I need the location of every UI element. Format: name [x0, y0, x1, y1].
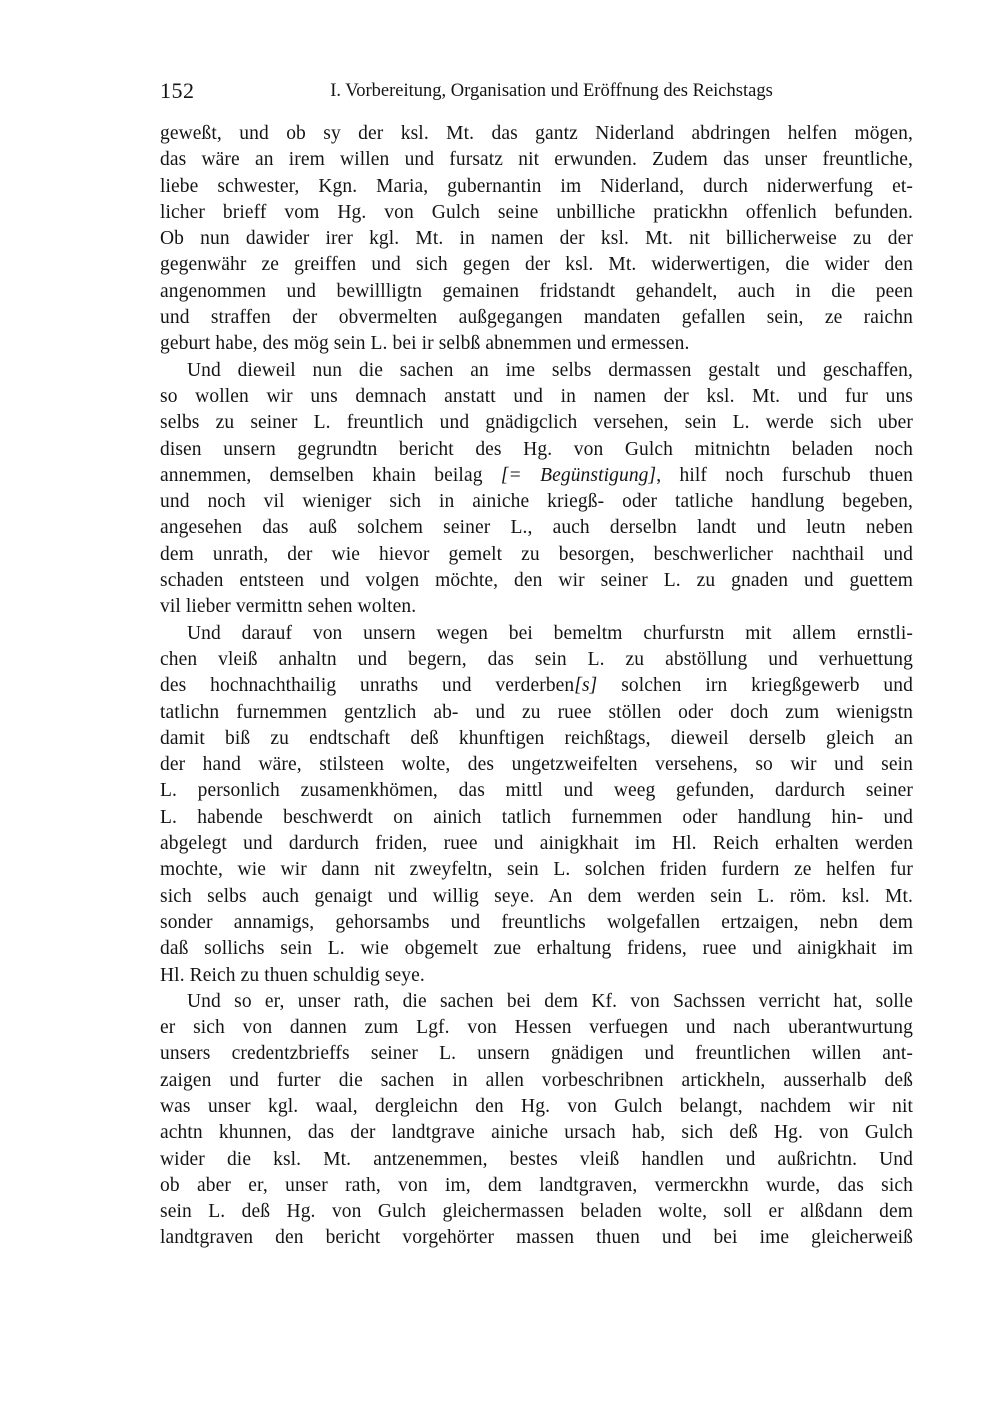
- text-line: zaigen und furter die sachen in allen vorbeschribnen artickheln, ausserhalb deß: [160, 1069, 913, 1091]
- text-line: sich selbs auch genaigt und willig seye. An dem werden sein L. röm. ksl. Mt.: [160, 885, 913, 907]
- text-line: und straffen der obvermelten außgegangen mandaten gefallen sein, ze raichn: [160, 307, 913, 329]
- text-line: angenommen und bewillligtn gemainen fridstandt gehandelt, auch in die peen: [160, 280, 913, 302]
- text-line: Hl. Reich zu thuen schuldig seye.: [160, 964, 425, 986]
- text-line: dem unrath, der wie hievor gemelt zu besorgen, beschwerlicher nachthail und: [160, 543, 913, 565]
- text-line: und noch vil wieniger sich in ainiche kriegß- oder tatliche handlung begeben,: [160, 491, 913, 513]
- text-line: mochte, wie wir dann nit zweyfeltn, sein L. solchen friden furdern ze helfen fur: [160, 859, 913, 881]
- text-line: gegenwähr ze greiffen und sich gegen der ksl. Mt. widerwertigen, die wider den: [160, 254, 913, 276]
- text-line: selbs zu seiner L. freuntlich und gnädigclich versehen, sein L. werde sich uber: [160, 412, 913, 434]
- text-line: sein L. deß Hg. von Gulch gleichermassen beladen wolte, soll er alßdann dem: [160, 1201, 913, 1223]
- text-line: schaden entsteen und volgen möchte, den wir seiner L. zu gnaden und guettem: [160, 570, 913, 592]
- text-line: angesehen das auß solchem seiner L., auch derselbn landt und leutn neben: [160, 517, 913, 539]
- text-line: unsers credentzbrieffs seiner L. unsern gnädigen und freuntlichen willen ant-: [160, 1043, 913, 1065]
- text-line: er sich von dannen zum Lgf. von Hessen verfuegen und nach uberantwurtung: [160, 1017, 913, 1039]
- paragraph: [160, 621, 913, 989]
- text-line: damit biß zu endtschaft deß khunftigen reichßtags, dieweil derselb gleich an: [160, 727, 913, 749]
- text-line: das wäre an irem willen und fursatz nit erwunden. Zudem das unser freuntliche,: [160, 149, 913, 171]
- text-line: geburt habe, des mög sein L. bei ir selbß abnemmen und ermessen.: [160, 333, 690, 355]
- text-line: landtgraven den bericht vorgehörter massen thuen und bei ime gleicherweiß: [160, 1227, 913, 1249]
- page-body: [160, 121, 913, 1252]
- text-line: sonder annamigs, gehorsambs und freuntlichs wolgefallen ertzaigen, nebn dem: [160, 911, 913, 933]
- text-line: was unser kgl. waal, dergleichn den Hg. von Gulch belangt, nachdem wir nit: [160, 1095, 913, 1117]
- text-line: ob aber er, unser rath, von im, dem landtgraven, vermerckhn wurde, das sich: [160, 1174, 913, 1196]
- text-line: L. personlich zusamenkhömen, das mittl und weeg gefunden, dardurch seiner: [160, 780, 913, 802]
- text-line: geweßt, und ob sy der ksl. Mt. das gantz Niderland abdringen helfen mögen,: [160, 123, 913, 144]
- text-line: wider die ksl. Mt. antzenemmen, bestes vleiß handlen und außrichtn. Und: [160, 1148, 913, 1170]
- text-line: des hochnachthailig unraths und verderben[s] solchen irn kriegßgewerb und: [160, 675, 913, 697]
- text-line: abgelegt und dardurch friden, ruee und ainigkhait im Hl. Reich erhalten werden: [160, 833, 913, 855]
- text-line: Und so er, unser rath, die sachen bei dem Kf. von Sachssen verricht hat, solle: [187, 990, 913, 1012]
- text-line: der hand wäre, stilsteen wolte, des ungetzweifelten versehens, so wir und sein: [160, 754, 913, 776]
- editorial-insertion: [= Begünstigung]: [500, 464, 657, 486]
- text-line: Und dieweil nun die sachen an ime selbs dermassen gestalt und geschaffen,: [187, 359, 913, 381]
- paragraph: [160, 358, 913, 621]
- text-line: Und darauf von unsern wegen bei bemeltm churfurstn mit allem ernstli-: [187, 622, 913, 644]
- text-column: [160, 78, 913, 1252]
- text-line: tatlichn furnemmen gentzlich ab- und zu ruee stöllen oder doch zum wienigstn: [160, 701, 913, 723]
- text-line: chen vleiß anhaltn und begern, das sein L. zu abstöllung und verhuettung: [160, 648, 913, 670]
- text-line: licher brieff vom Hg. von Gulch seine unbilliche pratickhn offenlich befunden.: [160, 201, 913, 223]
- text-line: Ob nun dawider irer kgl. Mt. in namen der ksl. Mt. nit billicherweise zu der: [160, 228, 913, 250]
- editorial-insertion: [s]: [574, 675, 598, 697]
- text-line: vil lieber vermittn sehen wolten.: [160, 596, 417, 618]
- page-number: 152: [160, 78, 195, 103]
- text-line: liebe schwester, Kgn. Maria, gubernantin im Niderland, durch niderwerfung et-: [160, 175, 913, 197]
- text-line: disen unsern gegrundtn bericht des Hg. von Gulch mitnichtn beladen noch: [160, 438, 913, 460]
- text-line: so wollen wir uns demnach anstatt und in namen der ksl. Mt. und fur uns: [160, 385, 913, 407]
- running-head: [160, 78, 913, 104]
- text-line: L. habende beschwerdt on ainich tatlich furnemmen oder handlung hin- und: [160, 806, 913, 828]
- text-line: daß sollichs sein L. wie obgemelt zue erhaltung fridens, ruee und ainigkhait im: [160, 938, 913, 960]
- text-line: annemmen, demselben khain beilag [= Begünstigung], hilf noch furschub thuen: [160, 464, 913, 486]
- text-line: achtn khunnen, das der landtgrave ainiche ursach hab, sich deß Hg. von Gulch: [160, 1122, 913, 1144]
- paragraph: [160, 989, 913, 1252]
- paragraph: [160, 121, 913, 358]
- running-header-title: I. Vorbereitung, Organisation und Eröffnung des Reichstags: [330, 81, 773, 101]
